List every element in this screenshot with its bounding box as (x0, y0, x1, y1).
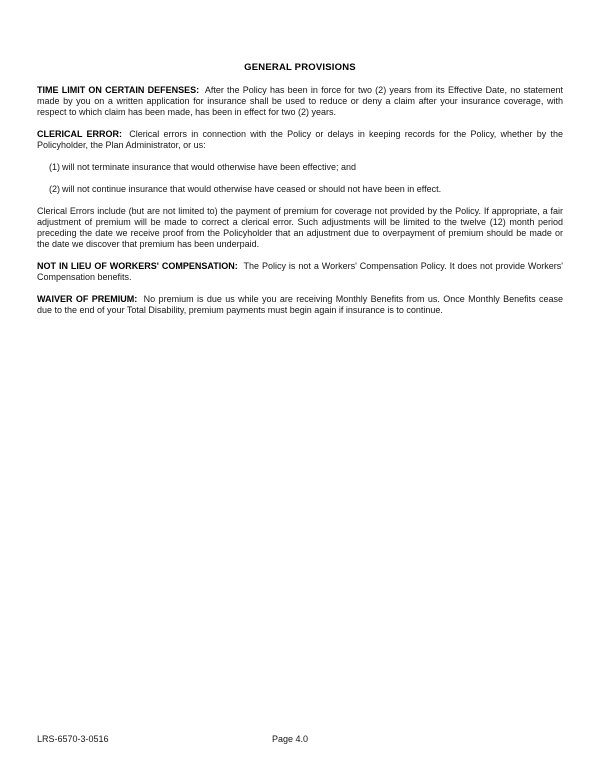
paragraph-waiver-of-premium-text: No premium is due us while you are receiving Monthly Benefits from us. Once Monthly Benefits cease due to the end of your Total Disability, premium payments must begin again if insurance is to continue. (37, 294, 564, 315)
paragraph-time-limit-text: After the Policy has been in force for two (2) years from its Effective Date, no statement made by you on a written application for insurance shall be used to reduce or deny a claim after your insurance coverage, with respect to which claim has been made, has been in effect for two (2) years. (37, 85, 563, 117)
list-item-number: (1) (49, 162, 60, 172)
list-item-text: will not terminate insurance that would otherwise have been effective; and (62, 162, 357, 172)
clerical-error-list (37, 162, 563, 195)
paragraph-clerical-error-label: CLERICAL ERROR: (37, 129, 123, 139)
paragraph-time-limit (37, 85, 563, 118)
paragraph-not-in-lieu-text: The Policy is not a Workers' Compensation Policy. It does not provide Workers' Compensation benefits. (37, 261, 563, 282)
paragraph-clerical-error (37, 129, 563, 151)
paragraph-clerical-errors-include (37, 206, 563, 250)
paragraph-waiver-of-premium (37, 294, 563, 316)
paragraph-not-in-lieu-label: NOT IN LIEU OF WORKERS' COMPENSATION: (37, 261, 238, 271)
paragraph-time-limit-label: TIME LIMIT ON CERTAIN DEFENSES: (37, 85, 200, 95)
page-footer (37, 734, 563, 745)
paragraph-clerical-errors-include-text: Clerical Errors include (but are not limited to) the payment of premium for coverage not provided by the Policy. If appropriate, a fair adjustment of premium will be made to correct a clerical error. Such adjustments will be limited to the twelve (12) month period preceding the date we receive proof from the Policyholder that an adjustment due to overpayment of premium should be made or the date we discover that premium has been underpaid. (37, 206, 563, 249)
list-item (37, 162, 563, 173)
footer-form-number: LRS-6570-3-0516 (37, 734, 109, 744)
paragraph-waiver-of-premium-label: WAIVER OF PREMIUM: (37, 294, 138, 304)
list-item-number: (2) (49, 184, 60, 194)
page-title: GENERAL PROVISIONS (244, 62, 356, 73)
document-content (37, 62, 563, 327)
paragraph-not-in-lieu (37, 261, 563, 283)
list-item (37, 184, 563, 195)
paragraph-clerical-error-text: Clerical errors in connection with the Policy or delays in keeping records for the Policy, whether by the Policyholder, the Plan Administrator, or us: (37, 129, 563, 150)
list-item-text: will not continue insurance that would otherwise have ceased or should not have been in effect. (62, 184, 442, 194)
footer-page-number: Page 4.0 (272, 734, 309, 744)
